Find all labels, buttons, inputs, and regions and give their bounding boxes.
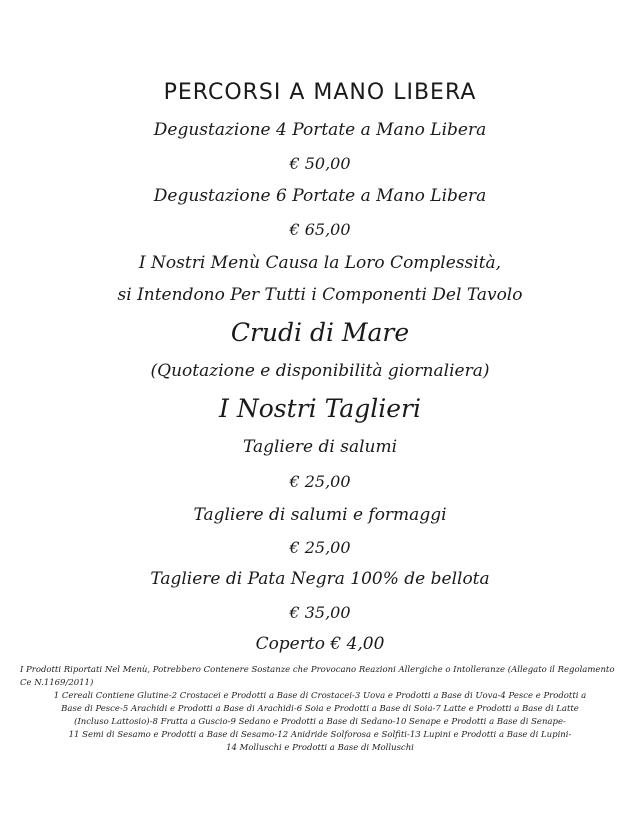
tagliere-salumi-price: € 25,00: [289, 472, 351, 491]
crudi-note: (Quotazione e disponibilità giornaliera): [150, 361, 490, 381]
allergen-notes: [20, 664, 620, 755]
tagliere-salumi-formaggi-price: € 25,00: [289, 538, 351, 557]
crudi-heading: Crudi di Mare: [230, 318, 410, 347]
menu-note-line2: si Intendono Per Tutti i Componenti Del Tavolo: [117, 285, 523, 305]
degustazione-6-price: € 65,00: [289, 220, 351, 239]
taglieri-heading: I Nostri Taglieri: [219, 394, 421, 423]
allergen-list-line2: Base di Pesce-5 Arachidi e Prodotti a Base di Arachidi-6 Soia e Prodotti a Base di Soia-7 Latte e Prodotti a Base di Latte: [61, 704, 579, 714]
allergen-intro: I Prodotti Riportati Nel Menù, Potrebbero Contenere Sostanze che Provocano Reazioni Allergiche o Intolleranze (Allegato il Regolamento Ce N.1169/2011): [20, 665, 615, 688]
degustazione-4-price: € 50,00: [289, 154, 351, 173]
allergen-list-line3: (Incluso Lattosio)-8 Frutta a Guscio-9 Sedano e Prodotti a Base di Sedano-10 Senape e Prodotti a Base di Senape-: [74, 717, 566, 727]
tagliere-salumi-label: Tagliere di salumi: [242, 437, 398, 457]
menu-title: PERCORSI A MANO LIBERA: [163, 80, 477, 105]
menu-note-line1: I Nostri Menù Causa la Loro Complessità,: [138, 253, 502, 273]
tagliere-salumi-formaggi-label: Tagliere di salumi e formaggi: [193, 505, 447, 525]
degustazione-6-label: Degustazione 6 Portate a Mano Libera: [153, 186, 487, 206]
allergen-list-line5: 14 Molluschi e Prodotti a Base di Molluschi: [226, 743, 414, 753]
allergen-list-line1: 1 Cereali Contiene Glutine-2 Crostacei e Prodotti a Base di Crostacei-3 Uova e Prodotti a Base di Uova-4 Pesce e Prodotti a: [53, 691, 587, 701]
allergen-list-line4: 11 Semi di Sesamo e Prodotti a Base di Sesamo-12 Anidride Solforosa e Solfiti-13 Lupini e Prodotti a Base di Lupini-: [68, 730, 572, 740]
tagliere-pata-negra-label: Tagliere di Pata Negra 100% de bellota: [150, 569, 490, 589]
tagliere-pata-negra-price: € 35,00: [289, 603, 351, 622]
degustazione-4-label: Degustazione 4 Portate a Mano Libera: [153, 120, 487, 140]
coperto: Coperto € 4,00: [255, 634, 385, 654]
